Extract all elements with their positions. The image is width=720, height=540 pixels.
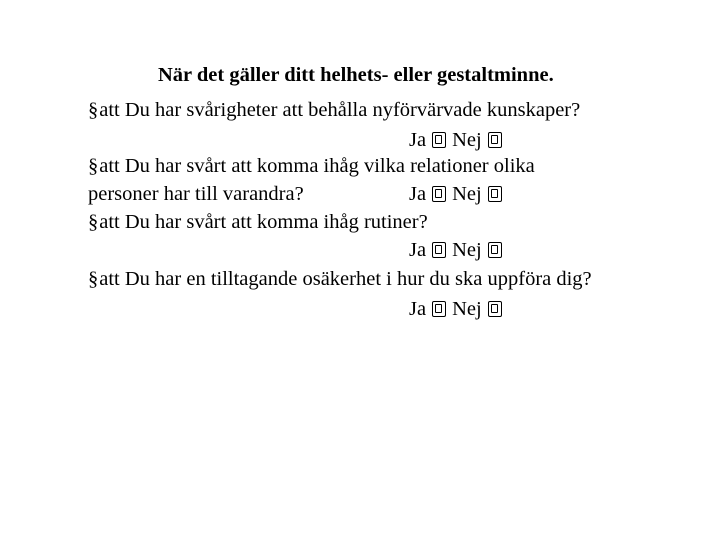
bullet-icon: § <box>88 211 99 233</box>
answer-row-2 <box>409 184 508 205</box>
heading: När det gäller ditt helhets- eller gestaltminne. <box>158 64 554 86</box>
no-checkbox[interactable] <box>488 242 502 258</box>
yes-checkbox[interactable] <box>432 186 446 202</box>
question-4 <box>88 269 592 290</box>
yes-label: Ja <box>409 129 427 151</box>
yes-label: Ja <box>409 183 427 205</box>
no-checkbox[interactable] <box>488 132 502 148</box>
question-2 <box>88 156 535 177</box>
yes-checkbox[interactable] <box>432 132 446 148</box>
no-label: Nej <box>452 239 482 261</box>
question-3 <box>88 212 428 233</box>
no-label: Nej <box>452 129 482 151</box>
yes-label: Ja <box>409 239 427 261</box>
no-label: Nej <box>452 298 482 320</box>
question-1-text: att Du har svårigheter att behålla nyförvärvade kunskaper? <box>99 99 581 121</box>
yes-checkbox[interactable] <box>432 301 446 317</box>
question-1 <box>88 100 580 121</box>
bullet-icon: § <box>88 268 99 290</box>
question-2-continuation <box>88 184 304 205</box>
yes-checkbox[interactable] <box>432 242 446 258</box>
answer-row-3 <box>409 240 508 261</box>
question-3-text: att Du har svårt att komma ihåg rutiner? <box>99 211 428 233</box>
no-checkbox[interactable] <box>488 186 502 202</box>
bullet-icon: § <box>88 155 99 177</box>
question-2-text: att Du har svårt att komma ihåg vilka relationer olika <box>99 155 535 177</box>
yes-label: Ja <box>409 298 427 320</box>
question-2-text-2: personer har till varandra? <box>88 183 304 205</box>
no-label: Nej <box>452 183 482 205</box>
bullet-icon: § <box>88 99 99 121</box>
answer-row-1 <box>409 130 508 151</box>
answer-row-4 <box>409 299 508 320</box>
no-checkbox[interactable] <box>488 301 502 317</box>
question-4-text: att Du har en tilltagande osäkerhet i hur du ska uppföra dig? <box>99 268 592 290</box>
